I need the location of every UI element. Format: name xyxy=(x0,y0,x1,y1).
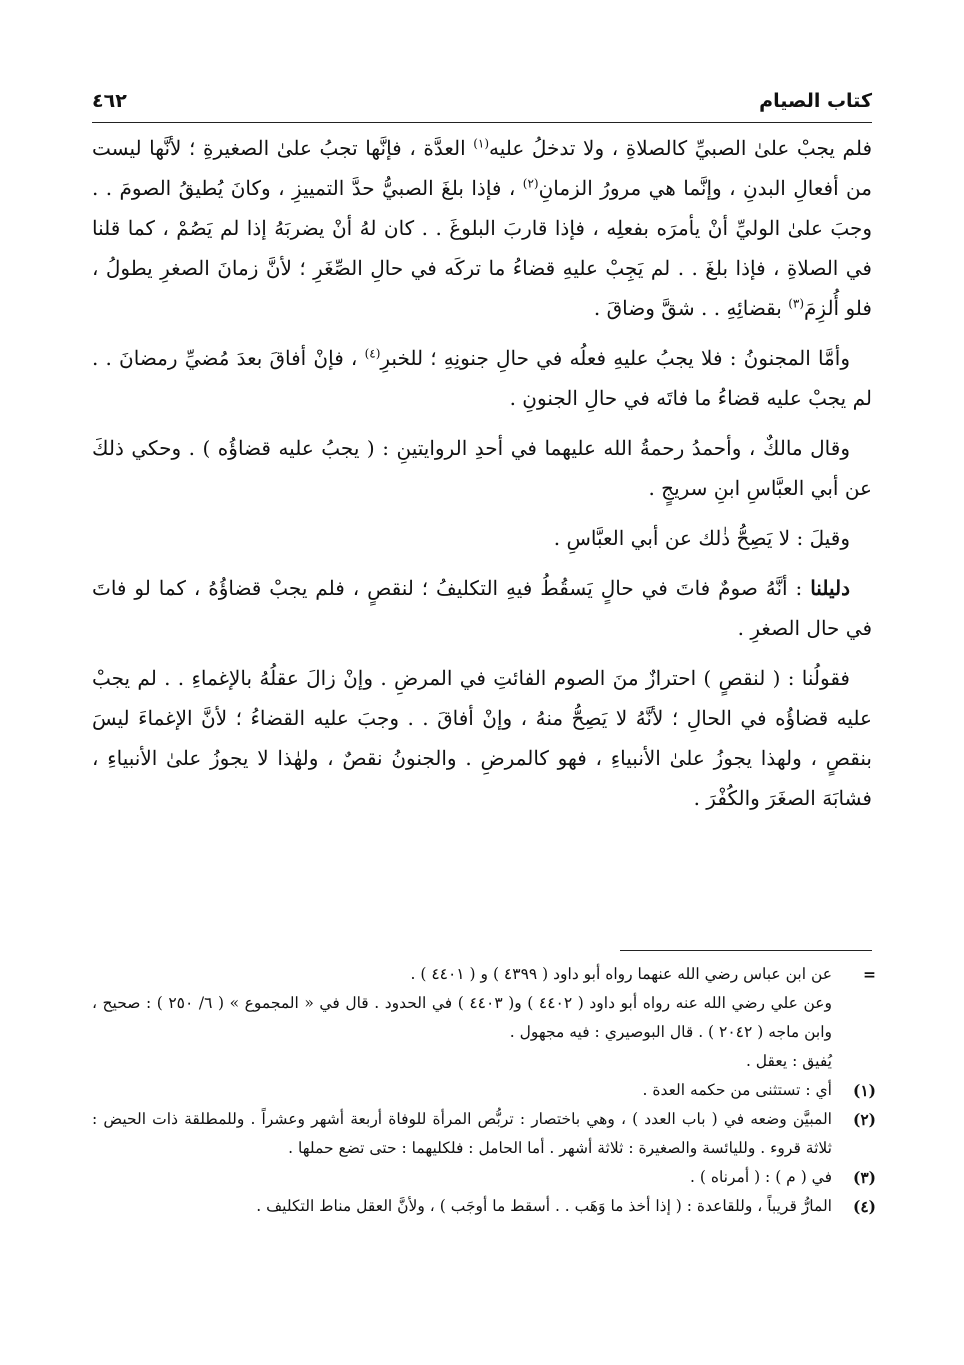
footnote-text: في ( م ) : ( أمرناه ) . xyxy=(690,1168,832,1186)
footnote-text: أي : تستثنى من حكمه العدة . xyxy=(642,1081,832,1099)
paragraph-2 xyxy=(92,338,872,418)
text-run: العدَّة ، فإنَّها تجبُ علىٰ الصغيرةِ ؛ لأنَّها ليست من أفعالِ البدنِ ، وإنَّما هي مرورُ الزمانِ xyxy=(92,136,872,200)
footnote-number: (١) xyxy=(852,1081,876,1100)
footnote-line: يُفيق : يعقل . xyxy=(745,1052,832,1070)
footnote-line: وعن علي رضي الله عنه رواه أبو داود ( ٤٤٠٢ ) و( ٤٤٠٣ ) في الحدود . قال في « المجموع » ( ٦/ ٢٥٠ ) : صحيح ، وابن ماجه ( ٢٠٤٢ ) . قال البوصيري : فيه مجهول . xyxy=(92,994,832,1041)
footnote-separator xyxy=(620,950,872,951)
footnote-1 xyxy=(92,1076,884,1105)
footnote-ref-1[interactable]: (١) xyxy=(473,136,490,151)
footnote-text: المبيَّن وضعه في ( باب العدد ) ، وهي باختصار : تربُّص المرأة للوفاة أربعة أشهر وعشراً . وللمطلقة ذات الحيض : ثلاثة قروء . ولليائسة والصغيرة : ثلاثة أشهر . أما الحامل : فلكليهما : حتى تضع حملها . xyxy=(92,1110,832,1157)
footnote-line: عن ابن عباس رضي الله عنهما رواه أبو داود ( ٤٣٩٩ ) و ( ٤٤٠١ ) . xyxy=(410,965,832,983)
paragraph-1 xyxy=(92,128,872,328)
continuation-mark: = xyxy=(863,965,876,984)
footnote-text: المارُّ قريباً ، وللقاعدة : ( إذا أخذ ما وَهَب . . أسقط ما أوجَب ) ، ولأنَّ العقل مناط التكليف . xyxy=(256,1197,832,1215)
footnote-number: (٤) xyxy=(852,1197,876,1216)
text-run: فلم يجبْ علىٰ الصبيِّ كالصلاةِ ، ولا تدخلُ عليه xyxy=(489,136,873,160)
paragraph-4: وقيلَ : لا يَصِحُّ ذٰلك عن أبي العبَّاسِ . xyxy=(553,526,850,550)
footnote-3 xyxy=(92,1163,884,1192)
text-run: بقضائِهِ . . شقَّ وضاقَ . xyxy=(593,296,789,320)
paragraph-3: وقال مالكٌ ، وأحمدُ رحمةُ الله عليهما في أحدِ الروايتينِ : ( يجبُ عليه قضاؤُه ) . وحكي ذلكَ عن أبي العبَّاسِ ابنِ سريجٍ . xyxy=(92,436,872,500)
text-run: وأمَّا المجنونُ : فلا يجبُ عليهِ فعلُه في حالِ جنونِهِ ؛ للخبرِ xyxy=(380,346,850,370)
page-number: ٤٦٢ xyxy=(92,90,127,112)
footnote-ref-4[interactable]: (٤) xyxy=(364,346,381,361)
text-run: ، فإنْ أفاقَ بعدَ مُضيِّ رمضانَ . . لم يجبْ عليه قضاءُ ما فاتَه في حالِ الجنونِ . xyxy=(92,346,872,410)
footnote-ref-3[interactable]: (٣) xyxy=(788,296,805,311)
footnote-4 xyxy=(92,1192,884,1221)
footnote-number: (٢) xyxy=(852,1110,876,1129)
text-run: ، فإذا بلغَ الصبيُّ حدَّ التمييزِ ، وكانَ يُطيقُ الصومَ . . وجبَ علىٰ الوليِّ أنْ يأمرَه بفعلِه ، فإذا قاربَ البلوغَ . . كان لهُ أنْ يضربَهُ إذا لم يَصُمْ ، كما قلنا في الصلاةِ ، فإذا بلغَ . . لم يَجِبْ عليهِ قضاءُ ما تركَه في حالِ الصِّغَرِ ؛ لأنَّ زمانَ الصغرِ يطولُ ، فلو أُلزِمَ xyxy=(92,176,872,320)
footnote-continuation xyxy=(92,960,884,1076)
footnote-ref-2[interactable]: (٢) xyxy=(522,176,539,191)
paragraph-5 xyxy=(92,568,872,648)
footnotes xyxy=(92,960,884,1221)
running-title: كتاب الصيام xyxy=(759,90,872,112)
paragraph-6: فقولُنا : ( لنقصٍ ) احترازٌ منَ الصوم الفائتِ في المرضِ . وإنْ زالَ عقلُهُ بالإغماءِ . . لم يجبْ عليه قضاؤُه في الحالِ ؛ لأنَّهُ لا يَصِحُّ منهُ ، وإنْ أفاقَ . . وجبَ عليه القضاءُ ؛ لأنَّ الإغماءَ ليسَ بنقصٍ ، ولهذا يجوزُ علىٰ الأنبياءِ ، فهو كالمرضِ . والجنونُ نقصٌ ، ولهٰذا لا يجوزُ علىٰ الأنبياءِ ، فشابَهَ الصغَرَ والكُفْرَ . xyxy=(92,666,872,810)
footnote-number: (٣) xyxy=(852,1168,876,1187)
footnote-2 xyxy=(92,1105,884,1163)
main-text xyxy=(92,128,872,828)
text-run: : أنَّهُ صومٌ فاتَ في حالٍ يَسقُطُ فيهِ التكليفُ ؛ لنقصٍ ، فلم يجبْ قضاؤُهُ ، كما لو فاتَ في حال الصغرِ . xyxy=(92,576,872,640)
page-header xyxy=(92,88,872,123)
evidence-heading: دليلنا xyxy=(810,576,850,600)
